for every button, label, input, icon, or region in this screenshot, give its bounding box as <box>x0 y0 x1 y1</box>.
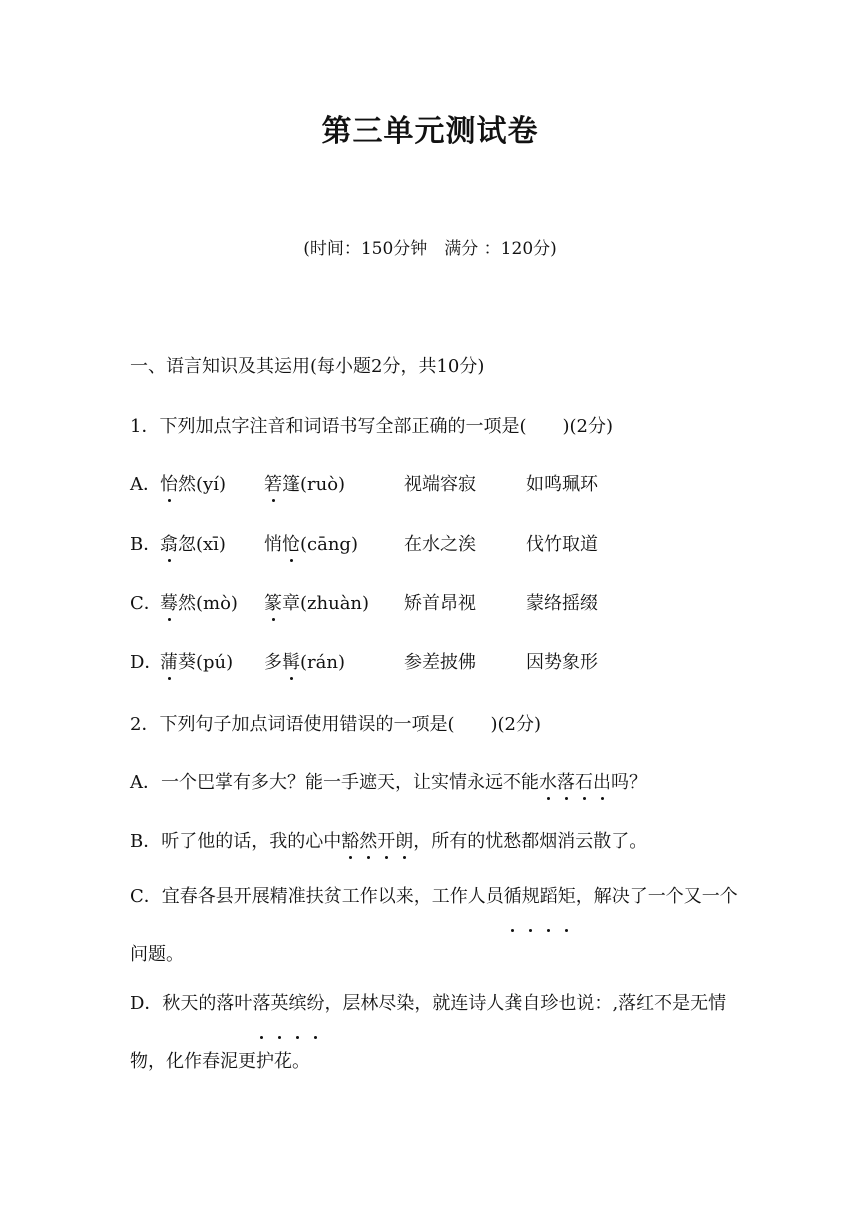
option-word-2: 多髯(rán) <box>264 648 345 674</box>
dotted-char: 髯 <box>282 648 300 674</box>
q2-option-c <box>130 868 742 984</box>
dotted-char: 石 <box>575 768 593 794</box>
dotted-char: 出 <box>593 768 611 794</box>
option-label: C． <box>130 593 162 614</box>
option-word-2: 篆章(zhuàn) <box>264 589 369 615</box>
option-text: ，解决了一个又一个问题。 <box>130 886 738 965</box>
option-word-1: 蒲葵(pú) <box>160 648 233 674</box>
dotted-char: 怡 <box>160 470 178 496</box>
dotted-char: 落 <box>252 975 270 1033</box>
option-label: D． <box>130 652 163 673</box>
option-text: ，层林尽染，就连诗人龚自珍也说：‚落红不是无情物，化作春泥更护花。 <box>130 993 727 1072</box>
q2-option-b <box>130 827 647 853</box>
dotted-char: 朗 <box>395 827 413 853</box>
option-word-3: 参差披佛 <box>404 652 476 673</box>
option-text: D．秋天的落叶 <box>130 993 253 1014</box>
option-word-3: 矫首昂视 <box>404 593 476 614</box>
option-word-4: 蒙络摇缀 <box>526 593 598 614</box>
dotted-char: 然 <box>359 827 377 853</box>
option-word-1: 翕忽(xī) <box>160 530 226 556</box>
option-label: B． <box>130 534 162 555</box>
option-text: 吗？ <box>611 772 647 793</box>
dotted-char: 怆 <box>282 530 300 556</box>
dotted-char: 英 <box>270 975 288 1033</box>
q2-option-d <box>130 975 742 1091</box>
option-word-4: 如鸣珮环 <box>526 474 598 495</box>
dotted-char: 规 <box>522 868 540 926</box>
option-text: A．一个巴掌有多大？能一手遮天，让实情永远不能 <box>130 772 539 793</box>
option-word-1: 怡然(yí) <box>160 470 226 496</box>
dotted-char: 蹈 <box>540 868 558 926</box>
option-word-2: 箬篷(ruò) <box>264 470 345 496</box>
dotted-char: 纷 <box>306 975 324 1033</box>
dotted-char: 豁 <box>341 827 359 853</box>
option-word-4: 因势象形 <box>526 652 598 673</box>
dotted-char: 水 <box>539 768 557 794</box>
dotted-char: 蒲 <box>160 648 178 674</box>
section-heading: 一、语言知识及其运用(每小题2分，共10分) <box>130 356 485 377</box>
option-text: ，所有的忧愁都烟消云散了。 <box>413 831 648 852</box>
option-word-3: 视端容寂 <box>404 474 476 495</box>
option-label: A． <box>130 474 161 495</box>
dotted-char: 矩 <box>558 868 576 926</box>
dotted-char: 蓦 <box>160 589 178 615</box>
option-word-1: 蓦然(mò) <box>160 589 238 615</box>
question-1-stem: 1．下列加点字注音和词语书写全部正确的一项是( )(2分) <box>130 416 613 437</box>
dotted-char: 循 <box>504 868 522 926</box>
page-title: 第三单元测试卷 <box>321 114 539 149</box>
q2-option-a <box>130 768 647 794</box>
option-word-2: 悄怆(cāng) <box>264 530 358 556</box>
dotted-char: 箬 <box>264 470 282 496</box>
exam-info: (时间：150分钟 满分 ：120分) <box>303 239 557 259</box>
dotted-char: 开 <box>377 827 395 853</box>
question-2-stem: 2．下列句子加点词语使用错误的一项是( )(2分) <box>130 714 541 735</box>
option-word-4: 伐竹取道 <box>526 534 598 555</box>
dotted-char: 篆 <box>264 589 282 615</box>
option-text: B．听了他的话，我的心中 <box>130 831 342 852</box>
option-text: C．宜春各县开展精准扶贫工作以来，工作人员 <box>130 886 504 907</box>
dotted-char: 翕 <box>160 530 178 556</box>
option-word-3: 在水之涘 <box>404 534 476 555</box>
dotted-char: 缤 <box>288 975 306 1033</box>
dotted-char: 落 <box>557 768 575 794</box>
